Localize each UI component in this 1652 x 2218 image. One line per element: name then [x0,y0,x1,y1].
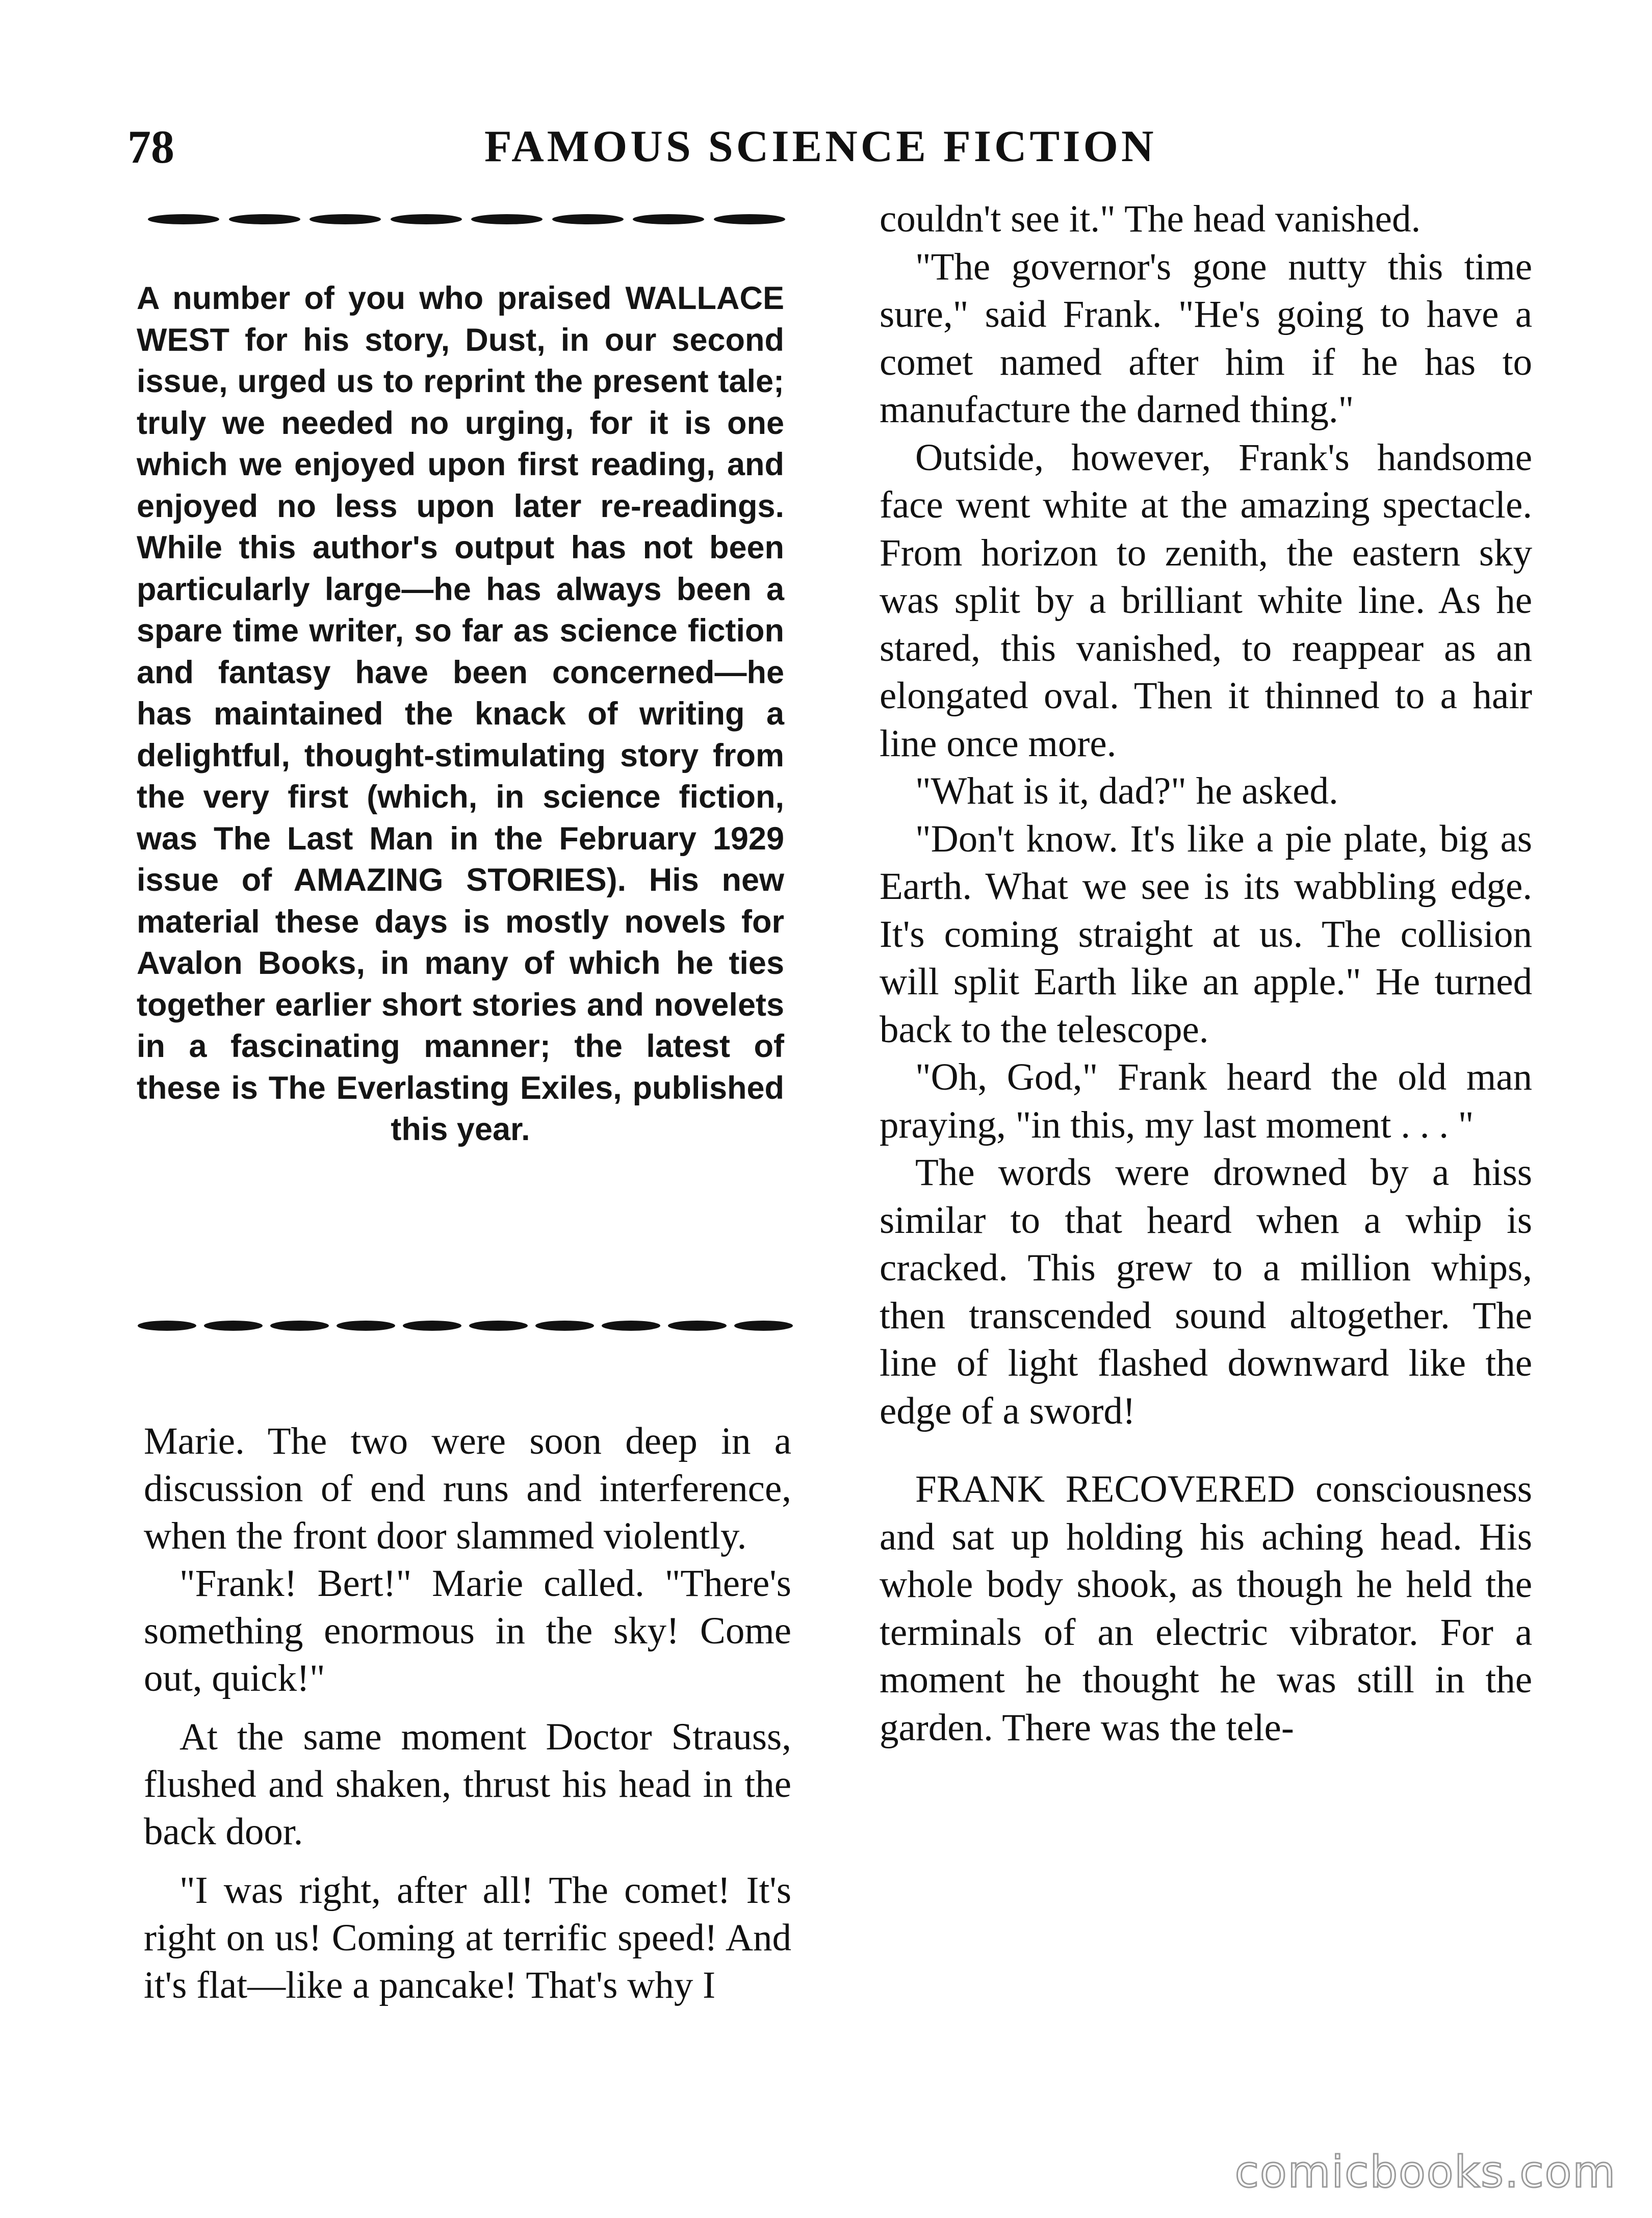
story-paragraph: "Frank! Bert!" Marie called. "There's something enormous in the sky! Come out, quick!" [144,1562,791,1699]
page-header [127,121,1535,183]
ornament-divider-top [148,214,785,224]
intro-paragraph: A number of you who praised WALLACE WEST for his story, Dust, in our second issue, urged us to reprint the present tale; truly we needed no urging, for it is one which we enjoyed upon first reading, and enjoyed no less upon later re-readings. While this author's output has not been particularly large—he has always been a spare time writer, so far as science fiction and fantasy have been concerned—he has maintained the knack of writing a delightful, thought-stimulating story from the very first (which, in science fiction, was The Last Man in the February 1929 issue of AMAZING STORIES). His new material these days is mostly novels for Avalon Books, in many of which he ties together earlier short stories and novelets in a fascinating manner; the latest of these is The Everlasting Exiles, published this year. [137,280,784,1147]
story-paragraph: Marie. The two were soon deep in a discussion of end runs and interference, when the front door slammed violently. [144,1420,791,1557]
story-paragraph: couldn't see it." The head vanished. [880,198,1421,240]
story-column-right [880,195,1532,1751]
story-column-left [144,1417,791,2009]
story-paragraph: "The governor's gone nutty this time sure," said Frank. "He's going to have a comet named after him if he has to manufacture the darned thing." [880,245,1532,431]
story-paragraph: "I was right, after all! The comet! It's right on us! Coming at terrific speed! And it's flat—like a pancake! That's why I [144,1869,791,2006]
ornament-divider-bottom [138,1321,793,1331]
story-paragraph: "What is it, dad?" he asked. [915,770,1338,812]
story-paragraph: Outside, however, Frank's handsome face went white at the amazing spectacle. From horizon to zenith, the eastern sky was split by a brilliant white line. As he stared, this vanished, to reappear as an elongated oval. Then it thinned to a hair line once more. [880,436,1532,765]
site-watermark: comicbooks.com [1234,2147,1616,2198]
running-title: FAMOUS SCIENCE FICTION [484,122,1157,171]
story-paragraph: At the same moment Doctor Strauss, flushed and shaken, thrust his head in the back door. [144,1716,791,1853]
story-paragraph: The words were drowned by a hiss similar to that heard when a whip is cracked. This grew to a million whips, then transcended sound altogether. The line of light flashed downward like the edge of a sword! [880,1151,1532,1432]
story-paragraph: "Don't know. It's like a pie plate, big as Earth. What we see is its wabbling edge. It's coming straight at us. The collision will split Earth like an apple." He turned back to the telescope. [880,817,1532,1051]
section-opening-paragraph: FRANK RECOVERED consciousness and sat up holding his aching head. His whole body shook, as though he held the terminals of an electric vibrator. For a moment he thought he was still in the garden. There was the tele- [880,1468,1532,1749]
story-paragraph: "Oh, God," Frank heard the old man praying, "in this, my last moment . . . " [880,1056,1532,1146]
editor-intro-note [137,278,784,1151]
page-number: 78 [127,121,174,173]
